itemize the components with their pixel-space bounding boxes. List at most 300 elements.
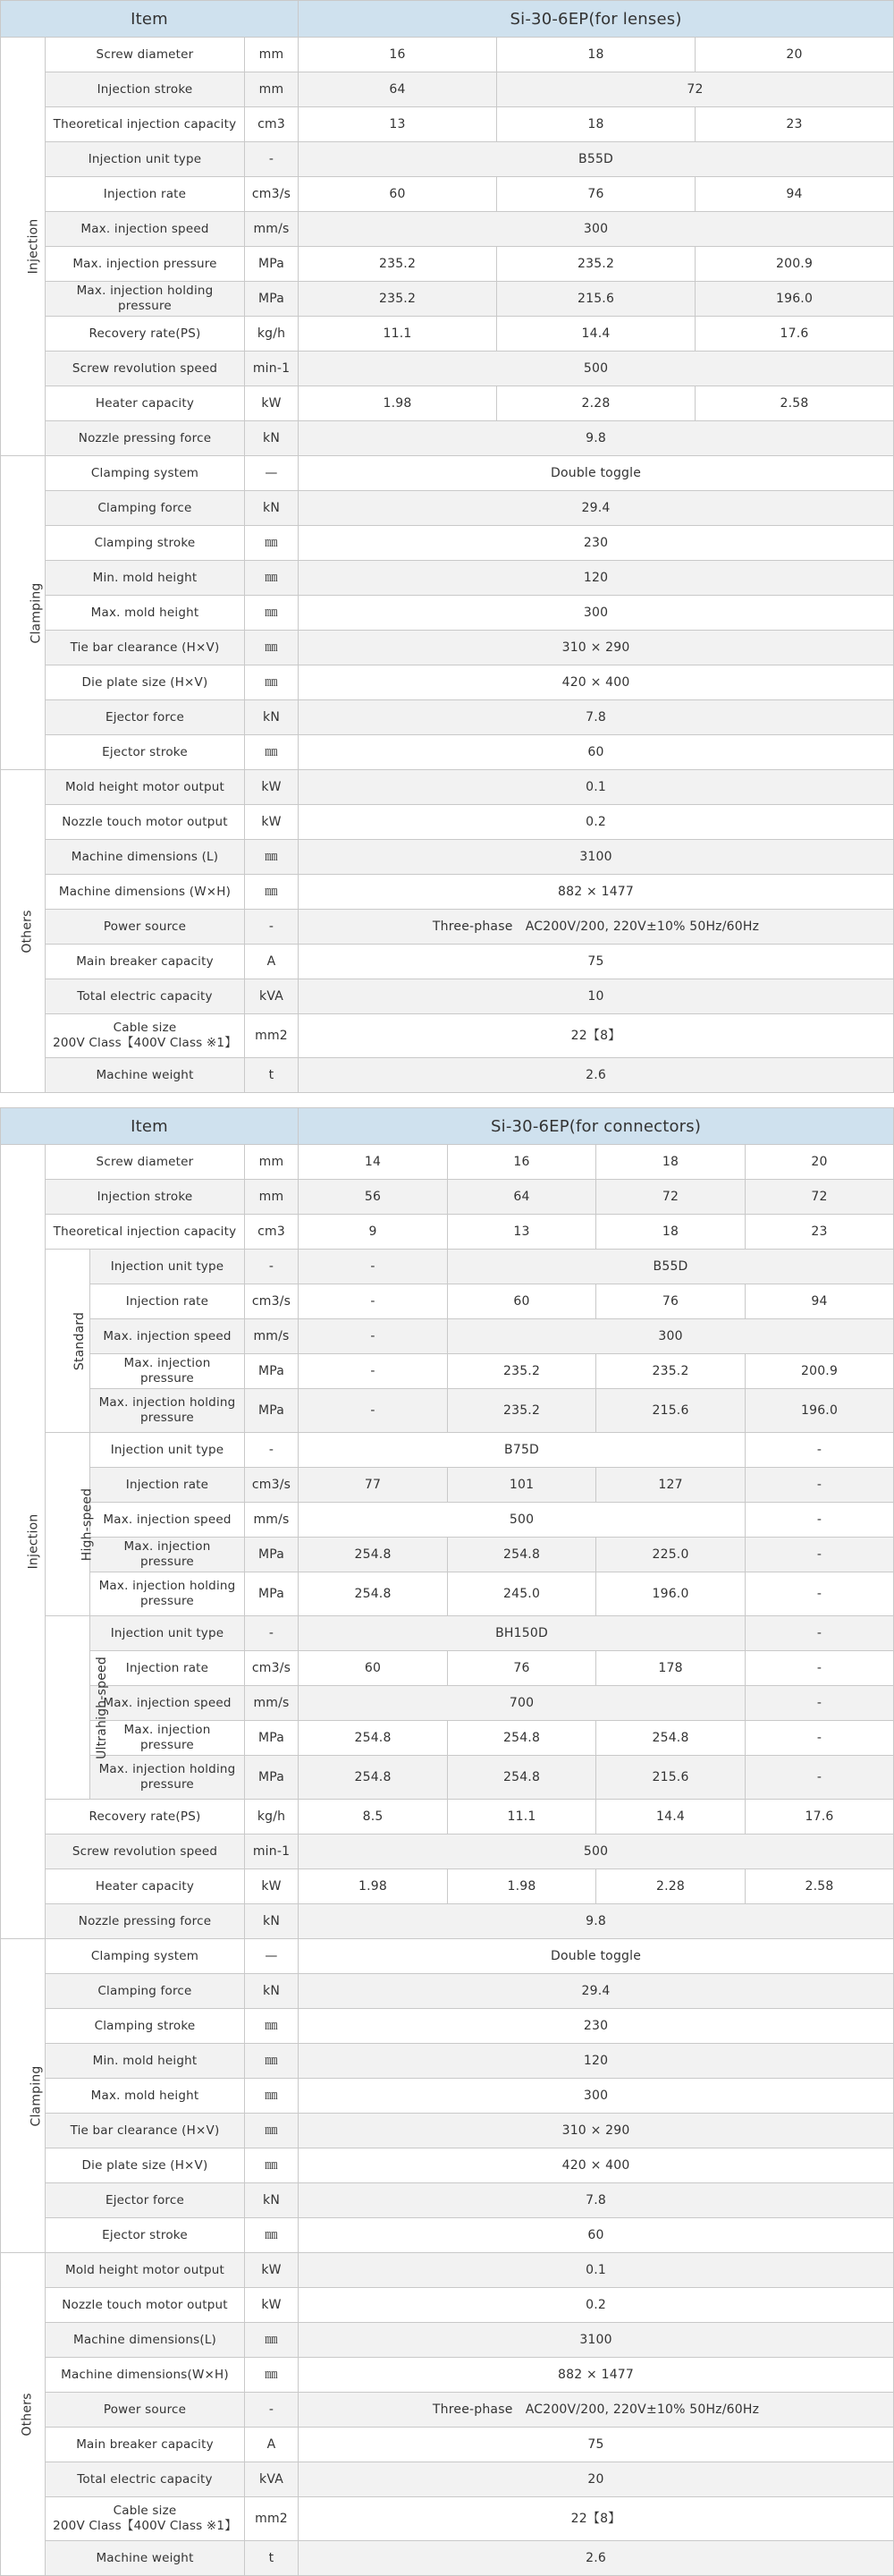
value-cell: 60 xyxy=(299,177,497,212)
row-label: Nozzle touch motor output xyxy=(46,805,245,840)
table-row xyxy=(1,1319,894,1354)
row-unit: ㎜ xyxy=(245,596,299,631)
value-cell: 700 xyxy=(299,1686,746,1721)
table-row xyxy=(1,317,894,352)
value-cell: 75 xyxy=(299,2428,894,2462)
row-unit: mm/s xyxy=(245,1319,299,1354)
value-cell: 2.58 xyxy=(696,386,894,421)
table-row xyxy=(1,2541,894,2576)
row-unit: - xyxy=(245,2393,299,2428)
category-injection-label: Injection xyxy=(26,218,41,275)
row-label: Cable size 200V Class【400V Class ※1】 xyxy=(46,1014,245,1058)
table-row xyxy=(1,1284,894,1319)
row-label: Injection rate xyxy=(46,177,245,212)
row-unit: MPa xyxy=(245,1354,299,1389)
row-unit: cm3/s xyxy=(245,1284,299,1319)
row-unit: ㎜ xyxy=(245,631,299,665)
table-row xyxy=(1,770,894,805)
row-label: Injection unit type xyxy=(90,1433,245,1468)
row-unit: MPa xyxy=(245,1721,299,1756)
value-cell: 254.8 xyxy=(448,1756,596,1800)
spec-table-lenses xyxy=(0,0,894,1093)
value-cell: - xyxy=(746,1538,894,1572)
table-row xyxy=(1,2288,894,2323)
value-cell: 0.2 xyxy=(299,805,894,840)
value-cell: 500 xyxy=(299,1835,894,1869)
value-cell: 3100 xyxy=(299,840,894,875)
value-cell: 254.8 xyxy=(448,1538,596,1572)
row-unit: kN xyxy=(245,1974,299,2009)
row-unit: kW xyxy=(245,770,299,805)
subgroup-ultrahigh-speed xyxy=(46,1616,109,1800)
table-row xyxy=(1,386,894,421)
row-unit: mm/s xyxy=(245,1503,299,1538)
row-label: Max. injection holding pressure xyxy=(90,1389,245,1433)
value-cell: 76 xyxy=(497,177,696,212)
value-cell: - xyxy=(299,1389,448,1433)
row-unit: ㎜ xyxy=(245,526,299,561)
row-label: Cable size 200V Class【400V Class ※1】 xyxy=(46,2497,245,2541)
value-cell: 20 xyxy=(746,1145,894,1180)
row-unit: ㎜ xyxy=(245,2218,299,2253)
value-cell: - xyxy=(746,1468,894,1503)
value-cell: 60 xyxy=(299,2218,894,2253)
row-label: Max. injection speed xyxy=(90,1503,245,1538)
item-header: Item xyxy=(1,1108,299,1145)
value-cell: Three-phase AC200V/200, 220V±10% 50Hz/60Hz xyxy=(299,910,894,945)
row-label: Injection stroke xyxy=(46,72,245,107)
row-label: Max. mold height xyxy=(46,596,245,631)
row-unit: - xyxy=(245,1433,299,1468)
row-unit: ㎜ xyxy=(245,2358,299,2393)
row-unit: ㎜ xyxy=(245,875,299,910)
row-label: Max. injection pressure xyxy=(46,247,245,282)
row-unit: cm3/s xyxy=(245,1651,299,1686)
value-cell: 0.1 xyxy=(299,770,894,805)
row-label: Machine dimensions(L) xyxy=(46,2323,245,2358)
value-cell: 9 xyxy=(299,1215,448,1250)
value-cell: - xyxy=(746,1651,894,1686)
row-label: Ejector stroke xyxy=(46,735,245,770)
row-label: Clamping force xyxy=(46,491,245,526)
row-label: Injection stroke xyxy=(46,1180,245,1215)
value-cell: 1.98 xyxy=(299,1869,448,1904)
value-cell: Three-phase AC200V/200, 220V±10% 50Hz/60Hz xyxy=(299,2393,894,2428)
value-cell: 14 xyxy=(299,1145,448,1180)
value-cell: 64 xyxy=(448,1180,596,1215)
value-cell: 64 xyxy=(299,72,497,107)
value-cell: 76 xyxy=(596,1284,746,1319)
value-cell: - xyxy=(299,1250,448,1284)
table-row xyxy=(1,1721,894,1756)
value-cell: 1.98 xyxy=(448,1869,596,1904)
value-cell: 178 xyxy=(596,1651,746,1686)
row-label: Ejector force xyxy=(46,700,245,735)
row-unit: kW xyxy=(245,2288,299,2323)
table-row xyxy=(1,142,894,177)
value-cell: 215.6 xyxy=(596,1389,746,1433)
row-label: Injection unit type xyxy=(90,1250,245,1284)
row-unit: cm3/s xyxy=(245,177,299,212)
category-clamping xyxy=(1,456,46,770)
table-row xyxy=(1,1145,894,1180)
table-row xyxy=(1,2183,894,2218)
table-row xyxy=(1,456,894,491)
row-unit: kN xyxy=(245,700,299,735)
table-row xyxy=(1,596,894,631)
table-row xyxy=(1,1800,894,1835)
value-cell: 215.6 xyxy=(497,282,696,317)
value-cell: 75 xyxy=(299,945,894,979)
value-cell: - xyxy=(746,1433,894,1468)
value-cell: 196.0 xyxy=(696,282,894,317)
value-cell: 235.2 xyxy=(448,1389,596,1433)
category-clamping-label: Clamping xyxy=(29,2064,44,2127)
value-cell: 60 xyxy=(448,1284,596,1319)
row-unit: kN xyxy=(245,491,299,526)
category-injection-label: Injection xyxy=(26,1513,41,1570)
value-cell: 7.8 xyxy=(299,700,894,735)
row-label: Theoretical injection capacity xyxy=(46,1215,245,1250)
table-row xyxy=(1,2044,894,2079)
value-cell: 230 xyxy=(299,526,894,561)
value-cell: - xyxy=(299,1284,448,1319)
value-cell: - xyxy=(746,1503,894,1538)
value-cell: BH150D xyxy=(299,1616,746,1651)
row-unit: t xyxy=(245,2541,299,2576)
row-unit: ㎜ xyxy=(245,2148,299,2183)
table-row xyxy=(1,38,894,72)
row-label: Machine dimensions(W×H) xyxy=(46,2358,245,2393)
table-row xyxy=(1,177,894,212)
row-label: Clamping stroke xyxy=(46,526,245,561)
row-label: Max. injection pressure xyxy=(90,1721,245,1756)
value-cell: 16 xyxy=(299,38,497,72)
value-cell: 254.8 xyxy=(299,1572,448,1616)
table-row xyxy=(1,631,894,665)
value-cell: 29.4 xyxy=(299,1974,894,2009)
row-unit: mm/s xyxy=(245,212,299,247)
table-row xyxy=(1,2393,894,2428)
table-row xyxy=(1,2428,894,2462)
row-label: Injection rate xyxy=(90,1651,245,1686)
value-cell: 94 xyxy=(746,1284,894,1319)
value-cell: B55D xyxy=(299,142,894,177)
table-row xyxy=(1,526,894,561)
value-cell: 14.4 xyxy=(596,1800,746,1835)
value-cell: 23 xyxy=(696,107,894,142)
value-cell: 196.0 xyxy=(596,1572,746,1616)
row-unit: ㎜ xyxy=(245,561,299,596)
row-label: Die plate size (H×V) xyxy=(46,2148,245,2183)
row-unit: A xyxy=(245,945,299,979)
table-row xyxy=(1,2009,894,2044)
value-cell: - xyxy=(746,1616,894,1651)
value-cell: 0.1 xyxy=(299,2253,894,2288)
row-label: Max. injection holding pressure xyxy=(90,1756,245,1800)
row-unit: cm3 xyxy=(245,1215,299,1250)
item-header: Item xyxy=(1,1,299,38)
table-row xyxy=(1,1354,894,1389)
value-cell: 94 xyxy=(696,177,894,212)
row-unit: mm xyxy=(245,1145,299,1180)
row-label: Clamping system xyxy=(46,1939,245,1974)
row-label: Max. injection speed xyxy=(46,212,245,247)
row-unit: mm2 xyxy=(245,1014,299,1058)
value-cell: 18 xyxy=(596,1215,746,1250)
table-row xyxy=(1,72,894,107)
category-others xyxy=(1,2253,46,2576)
category-others xyxy=(1,770,46,1093)
value-cell: B55D xyxy=(448,1250,894,1284)
value-cell: - xyxy=(746,1721,894,1756)
row-unit: — xyxy=(245,1939,299,1974)
subgroup-standard xyxy=(46,1250,90,1433)
value-cell: 500 xyxy=(299,1503,746,1538)
row-label: Machine dimensions (W×H) xyxy=(46,875,245,910)
value-cell: 300 xyxy=(299,2079,894,2114)
row-unit: MPa xyxy=(245,1389,299,1433)
value-cell: 2.58 xyxy=(746,1869,894,1904)
value-cell: 420 × 400 xyxy=(299,2148,894,2183)
row-unit: mm xyxy=(245,38,299,72)
row-label: Screw revolution speed xyxy=(46,1835,245,1869)
table-row xyxy=(1,1974,894,2009)
row-unit: ㎜ xyxy=(245,840,299,875)
table-row xyxy=(1,1835,894,1869)
row-unit: kg/h xyxy=(245,317,299,352)
value-cell: 2.6 xyxy=(299,2541,894,2576)
row-label: Clamping stroke xyxy=(46,2009,245,2044)
row-label: Injection unit type xyxy=(90,1616,245,1651)
value-cell: 9.8 xyxy=(299,421,894,456)
value-cell: - xyxy=(746,1572,894,1616)
row-label: Max. mold height xyxy=(46,2079,245,2114)
row-label: Heater capacity xyxy=(46,1869,245,1904)
row-label: Nozzle touch motor output xyxy=(46,2288,245,2323)
value-cell: 20 xyxy=(299,2462,894,2497)
value-cell: 2.6 xyxy=(299,1058,894,1093)
row-label: Main breaker capacity xyxy=(46,945,245,979)
row-unit: MPa xyxy=(245,1538,299,1572)
value-cell: 18 xyxy=(497,38,696,72)
table-row xyxy=(1,1869,894,1904)
value-cell: 225.0 xyxy=(596,1538,746,1572)
row-unit: kN xyxy=(245,2183,299,2218)
table-row xyxy=(1,1433,894,1468)
value-cell: 420 × 400 xyxy=(299,665,894,700)
category-injection xyxy=(1,1145,46,1939)
row-label: Clamping force xyxy=(46,1974,245,2009)
category-others-label: Others xyxy=(20,909,35,953)
value-cell: - xyxy=(746,1756,894,1800)
table-row xyxy=(1,840,894,875)
category-others-label: Others xyxy=(20,2392,35,2436)
value-cell: 11.1 xyxy=(448,1800,596,1835)
table-row xyxy=(1,1616,894,1651)
row-unit: kW xyxy=(245,1869,299,1904)
row-label: Nozzle pressing force xyxy=(46,1904,245,1939)
value-cell: 72 xyxy=(596,1180,746,1215)
value-cell: 7.8 xyxy=(299,2183,894,2218)
table-row xyxy=(1,2148,894,2183)
row-unit: kg/h xyxy=(245,1800,299,1835)
row-label: Recovery rate(PS) xyxy=(46,317,245,352)
table-row xyxy=(1,247,894,282)
value-cell: 3100 xyxy=(299,2323,894,2358)
model-header: Si-30-6EP(for connectors) xyxy=(299,1108,894,1145)
model-header: Si-30-6EP(for lenses) xyxy=(299,1,894,38)
table-row xyxy=(1,1572,894,1616)
row-unit: kN xyxy=(245,1904,299,1939)
value-cell: 10 xyxy=(299,979,894,1014)
value-cell: B75D xyxy=(299,1433,746,1468)
value-cell: 77 xyxy=(299,1468,448,1503)
subgroup-high-speed xyxy=(46,1433,95,1616)
row-unit: ㎜ xyxy=(245,2114,299,2148)
row-label: Recovery rate(PS) xyxy=(46,1800,245,1835)
row-unit: ㎜ xyxy=(245,2044,299,2079)
value-cell: 254.8 xyxy=(448,1721,596,1756)
value-cell: 22【8】 xyxy=(299,1014,894,1058)
spec-table-connectors xyxy=(0,1107,894,2576)
value-cell: 310 × 290 xyxy=(299,631,894,665)
value-cell: 310 × 290 xyxy=(299,2114,894,2148)
value-cell: 1.98 xyxy=(299,386,497,421)
value-cell: 17.6 xyxy=(746,1800,894,1835)
row-unit: MPa xyxy=(245,282,299,317)
value-cell: 101 xyxy=(448,1468,596,1503)
value-cell: 22【8】 xyxy=(299,2497,894,2541)
table-row xyxy=(1,2114,894,2148)
table-row xyxy=(1,1215,894,1250)
row-unit: — xyxy=(245,456,299,491)
table-row xyxy=(1,1180,894,1215)
row-label: Min. mold height xyxy=(46,561,245,596)
row-label: Screw diameter xyxy=(46,1145,245,1180)
row-label: Screw diameter xyxy=(46,38,245,72)
table-row xyxy=(1,2253,894,2288)
table-row xyxy=(1,2497,894,2541)
table-row xyxy=(1,421,894,456)
row-label: Max. injection holding pressure xyxy=(90,1572,245,1616)
table-row xyxy=(1,1058,894,1093)
value-cell: 120 xyxy=(299,561,894,596)
table-row xyxy=(1,107,894,142)
value-cell: 72 xyxy=(746,1180,894,1215)
row-unit: kVA xyxy=(245,979,299,1014)
row-label: Ejector stroke xyxy=(46,2218,245,2253)
table-row xyxy=(1,212,894,247)
value-cell: 235.2 xyxy=(596,1354,746,1389)
row-unit: - xyxy=(245,1616,299,1651)
row-label: Max. injection pressure xyxy=(90,1354,245,1389)
row-unit: - xyxy=(245,142,299,177)
value-cell: 20 xyxy=(696,38,894,72)
value-cell: 300 xyxy=(299,596,894,631)
row-unit: MPa xyxy=(245,247,299,282)
row-unit: mm xyxy=(245,1180,299,1215)
row-unit: cm3 xyxy=(245,107,299,142)
table-row xyxy=(1,1651,894,1686)
table-row xyxy=(1,1014,894,1058)
row-label: Mold height motor output xyxy=(46,2253,245,2288)
row-unit: ㎜ xyxy=(245,2079,299,2114)
value-cell: 18 xyxy=(497,107,696,142)
row-label: Nozzle pressing force xyxy=(46,421,245,456)
row-label: Die plate size (H×V) xyxy=(46,665,245,700)
row-unit: kN xyxy=(245,421,299,456)
row-label: Injection unit type xyxy=(46,142,245,177)
row-label: Clamping system xyxy=(46,456,245,491)
value-cell: 254.8 xyxy=(299,1756,448,1800)
row-unit: kW xyxy=(245,386,299,421)
value-cell: 882 × 1477 xyxy=(299,2358,894,2393)
row-unit: MPa xyxy=(245,1756,299,1800)
table-row xyxy=(1,1503,894,1538)
value-cell: 245.0 xyxy=(448,1572,596,1616)
table-row xyxy=(1,805,894,840)
value-cell: 29.4 xyxy=(299,491,894,526)
row-unit: mm/s xyxy=(245,1686,299,1721)
row-label: Max. injection holding pressure xyxy=(46,282,245,317)
value-cell: 2.28 xyxy=(596,1869,746,1904)
row-unit: mm xyxy=(245,72,299,107)
row-unit: A xyxy=(245,2428,299,2462)
value-cell: 235.2 xyxy=(299,247,497,282)
table-row xyxy=(1,282,894,317)
row-label: Ejector force xyxy=(46,2183,245,2218)
row-unit: t xyxy=(245,1058,299,1093)
row-unit: kW xyxy=(245,805,299,840)
value-cell: 254.8 xyxy=(299,1538,448,1572)
value-cell: 254.8 xyxy=(596,1721,746,1756)
table-row xyxy=(1,2462,894,2497)
row-label: Max. injection speed xyxy=(90,1686,245,1721)
value-cell: 60 xyxy=(299,735,894,770)
table-row xyxy=(1,1468,894,1503)
row-label: Min. mold height xyxy=(46,2044,245,2079)
row-label: Total electric capacity xyxy=(46,979,245,1014)
value-cell: 215.6 xyxy=(596,1756,746,1800)
row-unit: mm2 xyxy=(245,2497,299,2541)
value-cell: Double toggle xyxy=(299,1939,894,1974)
row-label: Tie bar clearance (H×V) xyxy=(46,2114,245,2148)
row-unit: cm3/s xyxy=(245,1468,299,1503)
row-unit: kVA xyxy=(245,2462,299,2497)
row-unit: min-1 xyxy=(245,352,299,386)
value-cell: 230 xyxy=(299,2009,894,2044)
table-row xyxy=(1,2218,894,2253)
row-label: Tie bar clearance (H×V) xyxy=(46,631,245,665)
row-label: Machine weight xyxy=(46,1058,245,1093)
subgroup-standard-label: Standard xyxy=(72,1311,88,1370)
value-cell: 882 × 1477 xyxy=(299,875,894,910)
table-row xyxy=(1,352,894,386)
table-row xyxy=(1,1904,894,1939)
value-cell: 235.2 xyxy=(448,1354,596,1389)
row-label: Screw revolution speed xyxy=(46,352,245,386)
table-header xyxy=(1,1,894,38)
table-row xyxy=(1,561,894,596)
value-cell: 2.28 xyxy=(497,386,696,421)
value-cell: 11.1 xyxy=(299,317,497,352)
value-cell: 200.9 xyxy=(696,247,894,282)
row-label: Max. injection pressure xyxy=(90,1538,245,1572)
value-cell: 300 xyxy=(299,212,894,247)
row-unit: ㎜ xyxy=(245,2009,299,2044)
table-row xyxy=(1,700,894,735)
